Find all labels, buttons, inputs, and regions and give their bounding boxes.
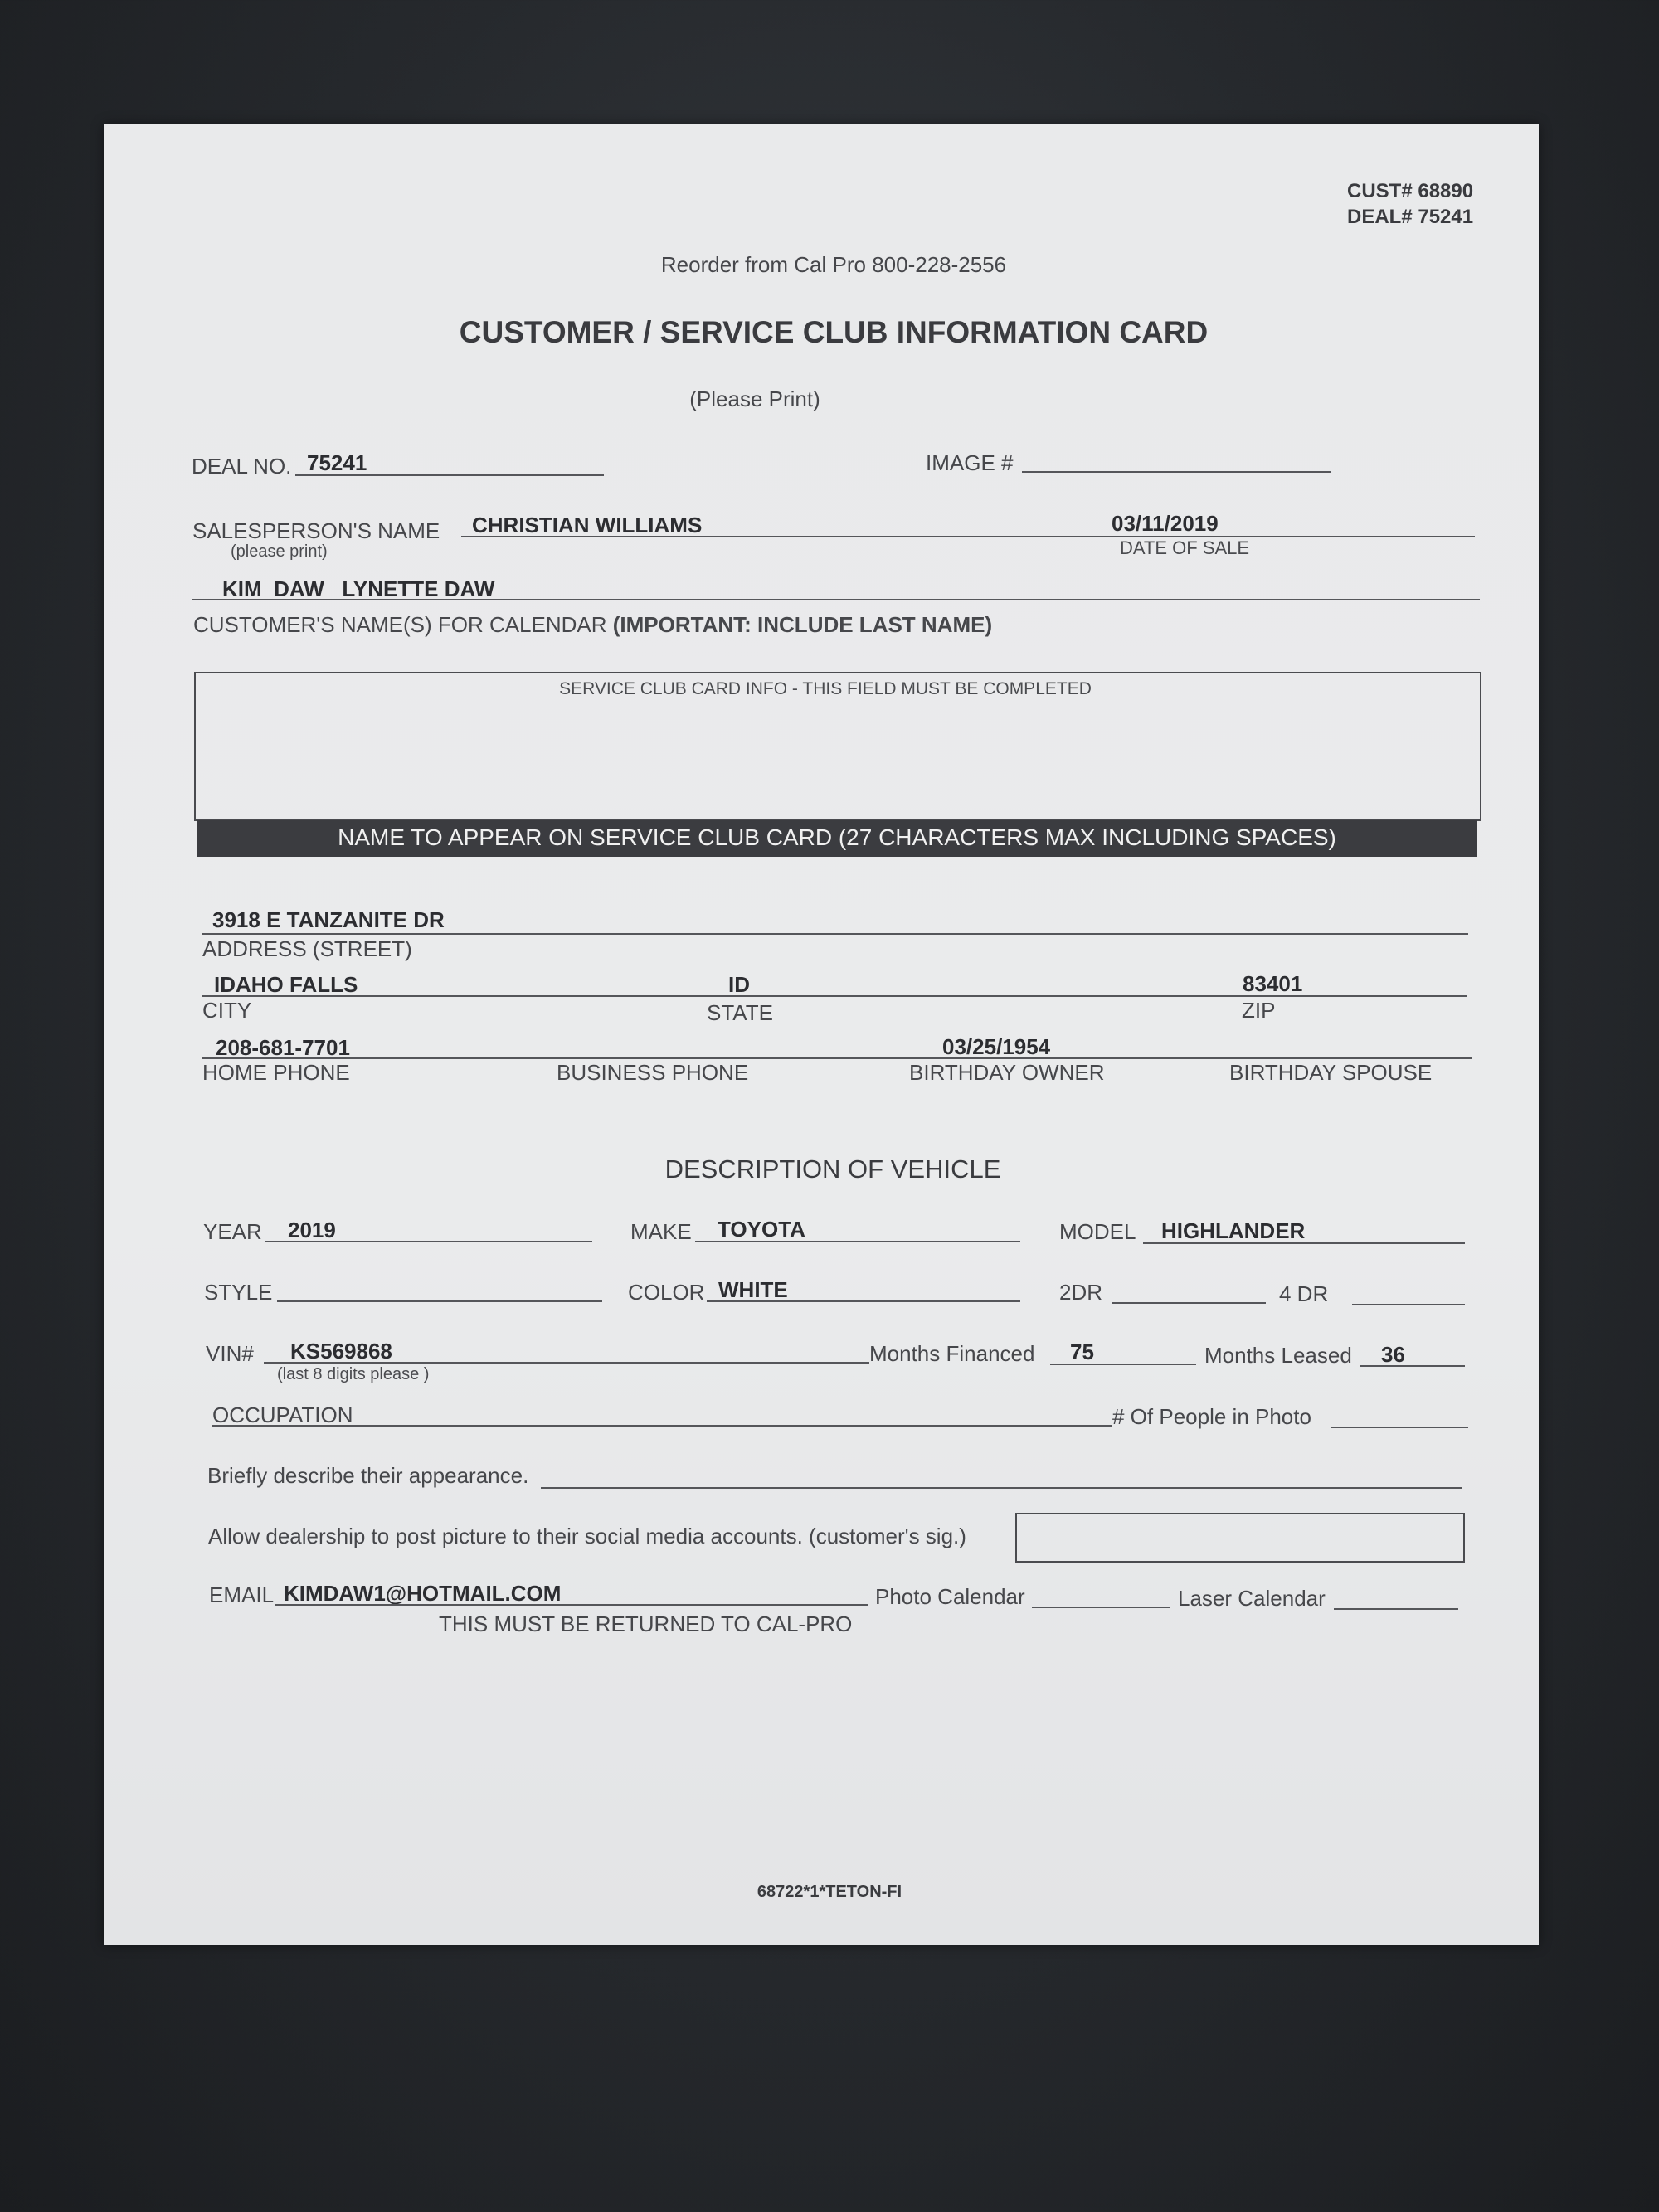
- appearance-label: Briefly describe their appearance.: [207, 1463, 529, 1488]
- phones-line: [202, 1057, 1472, 1059]
- birthday-spouse-label: BIRTHDAY SPOUSE: [1229, 1060, 1433, 1085]
- photo-calendar-line: [1032, 1607, 1170, 1608]
- four-door-line: [1352, 1304, 1465, 1305]
- color-label: COLOR: [628, 1280, 705, 1305]
- model-line: [1143, 1242, 1465, 1244]
- year-label: YEAR: [203, 1219, 262, 1244]
- customer-name-line: [192, 599, 1480, 600]
- vehicle-heading: DESCRIPTION OF VEHICLE: [664, 1155, 1001, 1184]
- laser-calendar-line: [1334, 1608, 1458, 1610]
- make-label: MAKE: [630, 1219, 692, 1244]
- city-state-zip-line: [202, 995, 1467, 997]
- image-number-line: [1022, 471, 1331, 473]
- reorder-note: Reorder from Cal Pro 800-228-2556: [660, 252, 1007, 277]
- months-leased-value: 36: [1381, 1342, 1405, 1367]
- deal-no-line: [295, 474, 604, 476]
- birthday-owner-value: 03/25/1954: [942, 1034, 1051, 1059]
- salesperson-sub: (please print): [231, 542, 328, 561]
- email-label: EMAIL: [209, 1582, 275, 1607]
- year-line: [265, 1241, 592, 1242]
- vin-label: VIN#: [206, 1341, 254, 1366]
- form-title: CUSTOMER / SERVICE CLUB INFORMATION CARD: [459, 315, 1209, 349]
- salesperson-line: [461, 536, 1475, 537]
- months-leased-line: [1360, 1365, 1465, 1367]
- social-media-label: Allow dealership to post picture to their social media accounts. (customer's sig.): [208, 1524, 966, 1548]
- photo-calendar-label: Photo Calendar: [875, 1584, 1025, 1609]
- vin-line: [264, 1362, 869, 1364]
- vin-sub: (last 8 digits please ): [277, 1365, 430, 1383]
- make-line: [695, 1241, 1020, 1242]
- street-label: ADDRESS (STREET): [202, 936, 412, 961]
- customer-name-value: KIM DAW LYNETTE DAW: [222, 576, 495, 601]
- style-label: STYLE: [204, 1280, 273, 1305]
- months-financed-label: Months Financed: [869, 1341, 1035, 1366]
- date-of-sale-value: 03/11/2019: [1112, 511, 1219, 536]
- email-value: KIMDAW1@HOTMAIL.COM: [284, 1581, 562, 1606]
- city-label: CITY: [202, 998, 252, 1023]
- salesperson-label: SALESPERSON'S NAME: [192, 518, 440, 543]
- months-financed-line: [1050, 1364, 1196, 1365]
- home-phone-value: 208-681-7701: [216, 1035, 350, 1060]
- vin-value: KS569868: [290, 1339, 392, 1364]
- people-in-photo-label: # Of People in Photo: [1112, 1404, 1311, 1429]
- salesperson-value: CHRISTIAN WILLIAMS: [472, 513, 703, 537]
- business-phone-label: BUSINESS PHONE: [557, 1060, 749, 1085]
- footer-code: 68722*1*TETON-FI: [757, 1883, 902, 1901]
- zip-value: 83401: [1243, 971, 1303, 996]
- state-label: STATE: [707, 1000, 773, 1025]
- people-in-photo-line: [1331, 1427, 1468, 1428]
- occupation-label: OCCUPATION: [212, 1403, 353, 1427]
- four-door-label: 4 DR: [1279, 1281, 1329, 1306]
- street-value: 3918 E TANZANITE DR: [212, 907, 445, 932]
- deal-number-header: DEAL# 75241: [1347, 206, 1474, 228]
- birthday-owner-label: BIRTHDAY OWNER: [909, 1060, 1105, 1085]
- email-line: [275, 1604, 868, 1606]
- model-value: HIGHLANDER: [1161, 1218, 1306, 1243]
- state-value: ID: [728, 972, 750, 997]
- social-media-signature-box[interactable]: [1015, 1513, 1465, 1563]
- occupation-line: [212, 1425, 1112, 1427]
- home-phone-label: HOME PHONE: [202, 1060, 350, 1085]
- color-value: WHITE: [718, 1277, 788, 1302]
- service-club-heading: SERVICE CLUB CARD INFO - THIS FIELD MUST BE COMPLETED: [559, 679, 1092, 698]
- deal-no-label: DEAL NO.: [192, 454, 292, 479]
- model-label: MODEL: [1059, 1219, 1136, 1244]
- street-line: [202, 933, 1468, 935]
- date-of-sale-label: DATE OF SALE: [1120, 537, 1250, 558]
- customer-name-label: CUSTOMER'S NAME(S) FOR CALENDAR (IMPORTANT: INCLUDE LAST NAME): [193, 612, 993, 637]
- style-line: [277, 1300, 602, 1302]
- service-club-name-bar: NAME TO APPEAR ON SERVICE CLUB CARD (27 CHARACTERS MAX INCLUDING SPACES): [197, 820, 1477, 857]
- appearance-line: [541, 1487, 1462, 1489]
- zip-label: ZIP: [1242, 998, 1276, 1023]
- months-leased-label: Months Leased: [1204, 1343, 1352, 1368]
- two-door-line: [1112, 1302, 1266, 1304]
- return-note: THIS MUST BE RETURNED TO CAL-PRO: [439, 1612, 853, 1636]
- months-financed-value: 75: [1070, 1339, 1094, 1364]
- image-number-label: IMAGE #: [926, 450, 1014, 475]
- laser-calendar-label: Laser Calendar: [1178, 1586, 1326, 1611]
- make-value: TOYOTA: [718, 1217, 805, 1242]
- color-line: [707, 1300, 1020, 1302]
- year-value: 2019: [288, 1218, 336, 1242]
- please-print-note: (Please Print): [689, 386, 820, 411]
- cust-number: CUST# 68890: [1347, 180, 1474, 202]
- two-door-label: 2DR: [1059, 1280, 1103, 1305]
- deal-no-value: 75241: [307, 450, 367, 475]
- city-value: IDAHO FALLS: [214, 972, 358, 997]
